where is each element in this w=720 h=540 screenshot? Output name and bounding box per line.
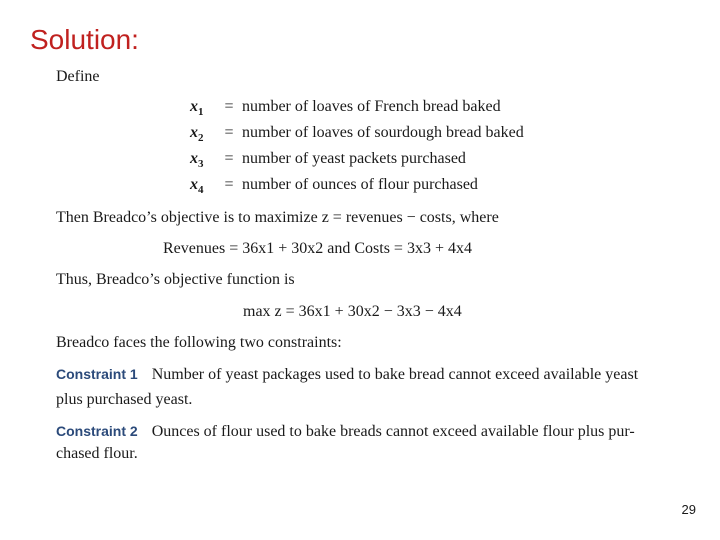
definition-text: number of loaves of French bread baked — [242, 98, 501, 115]
variable: $x_1$ — [190, 98, 204, 119]
variable: $x_2$ — [190, 124, 204, 145]
definition-text: number of loaves of sourdough bread baked — [242, 124, 524, 141]
definition-row: $x_4$ = number of ounces of flour purchased — [190, 176, 478, 197]
revenues-costs-equation: Revenues = 36x1 + 30x2 and Costs = 3x3 + 4x4 — [163, 240, 472, 257]
page-number: 29 — [681, 502, 696, 517]
variable: $x_3$ — [190, 150, 204, 171]
constraint-2-label: Constraint 2 — [56, 423, 138, 439]
definition-row: $x_1$ = number of loaves of French bread baked — [190, 98, 501, 119]
definition-text: number of ounces of flour purchased — [242, 176, 478, 193]
definition-row: $x_3$ = number of yeast packets purchased — [190, 150, 466, 171]
thus-sentence: Thus, Breadco’s objective function is — [56, 271, 295, 288]
objective-sentence: Then Breadco’s objective is to maximize z = revenues − costs, where — [56, 209, 499, 226]
constraint-1-text: Number of yeast packages used to bake bread cannot exceed available yeast — [151, 366, 639, 383]
constraint-2-continuation: chased flour. — [56, 445, 138, 462]
constraints-intro: Breadco faces the following two constraints: — [56, 334, 342, 351]
slide-title: Solution: — [30, 24, 139, 55]
definition-row: $x_2$ = number of loaves of sourdough bread baked — [190, 124, 524, 145]
define-label: Define — [56, 68, 100, 85]
constraint-1-label: Constraint 1 — [56, 366, 138, 382]
definition-text: number of yeast packets purchased — [242, 150, 466, 167]
objective-function: max z = 36x1 + 30x2 − 3x3 − 4x4 — [243, 303, 462, 320]
constraint-2 — [56, 423, 635, 441]
constraint-1-continuation: plus purchased yeast. — [56, 391, 193, 408]
constraint-2-text: Ounces of flour used to bake breads cannot exceed available flour plus pur- — [151, 423, 635, 440]
variable: $x_4$ — [190, 176, 204, 197]
constraint-1 — [56, 366, 638, 384]
